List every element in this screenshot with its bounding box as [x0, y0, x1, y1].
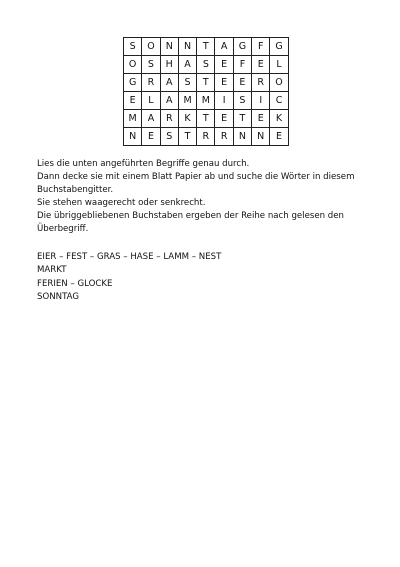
grid-cell: T	[197, 110, 215, 128]
grid-cell: R	[252, 74, 270, 92]
grid-cell: S	[124, 38, 142, 56]
grid-cell: E	[215, 110, 233, 128]
instruction-line-1: Lies die unten angeführten Begriffe genau durch.	[37, 159, 250, 169]
grid-cell: O	[270, 74, 288, 92]
word-list-line-4: SONNTAG	[37, 291, 80, 302]
grid-cell: N	[160, 38, 178, 56]
grid-cell: R	[197, 128, 215, 146]
grid-cell: A	[215, 38, 233, 56]
grid-cell: S	[233, 92, 251, 110]
grid-cell: I	[252, 92, 270, 110]
grid-cell: N	[252, 128, 270, 146]
word-search-grid-body	[124, 38, 289, 146]
grid-row	[124, 56, 289, 74]
grid-cell: T	[233, 110, 251, 128]
grid-cell: A	[160, 92, 178, 110]
instruction-line-4: Die übriggebliebenen Buchstaben ergeben der Reihe nach gelesen den Überbegriff.	[37, 211, 344, 234]
grid-row	[124, 128, 289, 146]
grid-row	[124, 92, 289, 110]
grid-cell: A	[142, 110, 160, 128]
grid-cell: N	[233, 128, 251, 146]
grid-cell: R	[215, 128, 233, 146]
grid-cell: O	[124, 56, 142, 74]
grid-cell: T	[178, 128, 196, 146]
grid-cell: T	[197, 74, 215, 92]
grid-cell: G	[270, 38, 288, 56]
grid-cell: E	[270, 128, 288, 146]
grid-cell: L	[270, 56, 288, 74]
grid-cell: L	[142, 92, 160, 110]
grid-cell: S	[178, 74, 196, 92]
grid-cell: T	[197, 38, 215, 56]
grid-cell: O	[142, 38, 160, 56]
instruction-line-3: Sie stehen waagerecht oder senkrecht.	[37, 198, 206, 208]
grid-cell: S	[142, 56, 160, 74]
grid-cell: E	[124, 92, 142, 110]
grid-cell: E	[233, 74, 251, 92]
grid-cell: R	[142, 74, 160, 92]
grid-cell: M	[178, 92, 196, 110]
instructions	[37, 158, 377, 236]
grid-cell: K	[270, 110, 288, 128]
grid-cell: K	[178, 110, 196, 128]
grid-cell: E	[252, 110, 270, 128]
grid-cell: E	[215, 74, 233, 92]
grid-cell: M	[124, 110, 142, 128]
grid-cell: H	[160, 56, 178, 74]
word-list	[37, 251, 377, 304]
word-list-line-1: EIER – FEST – GRAS – HASE – LAMM – NEST	[37, 252, 222, 262]
grid-cell: G	[124, 74, 142, 92]
word-list-line-3: FERIEN – GLOCKE	[37, 278, 113, 289]
grid-cell: R	[160, 110, 178, 128]
grid-cell: E	[215, 56, 233, 74]
grid-cell: E	[142, 128, 160, 146]
grid-cell: A	[160, 74, 178, 92]
grid-cell: S	[160, 128, 178, 146]
grid-cell: C	[270, 92, 288, 110]
grid-cell: E	[252, 56, 270, 74]
word-search-grid	[123, 37, 289, 146]
grid-cell: I	[215, 92, 233, 110]
grid-cell: F	[233, 56, 251, 74]
instruction-line-2: Dann decke sie mit einem Blatt Papier ab und suche die Wörter in diesem Buchstabengitter.	[37, 172, 355, 195]
grid-row	[124, 110, 289, 128]
grid-cell: S	[197, 56, 215, 74]
grid-cell: G	[233, 38, 251, 56]
grid-row	[124, 38, 289, 56]
grid-cell: N	[178, 38, 196, 56]
grid-cell: F	[252, 38, 270, 56]
grid-cell: M	[197, 92, 215, 110]
grid-row	[124, 74, 289, 92]
word-list-line-2: MARKT	[37, 265, 67, 276]
grid-cell: N	[124, 128, 142, 146]
grid-cell: A	[178, 56, 196, 74]
